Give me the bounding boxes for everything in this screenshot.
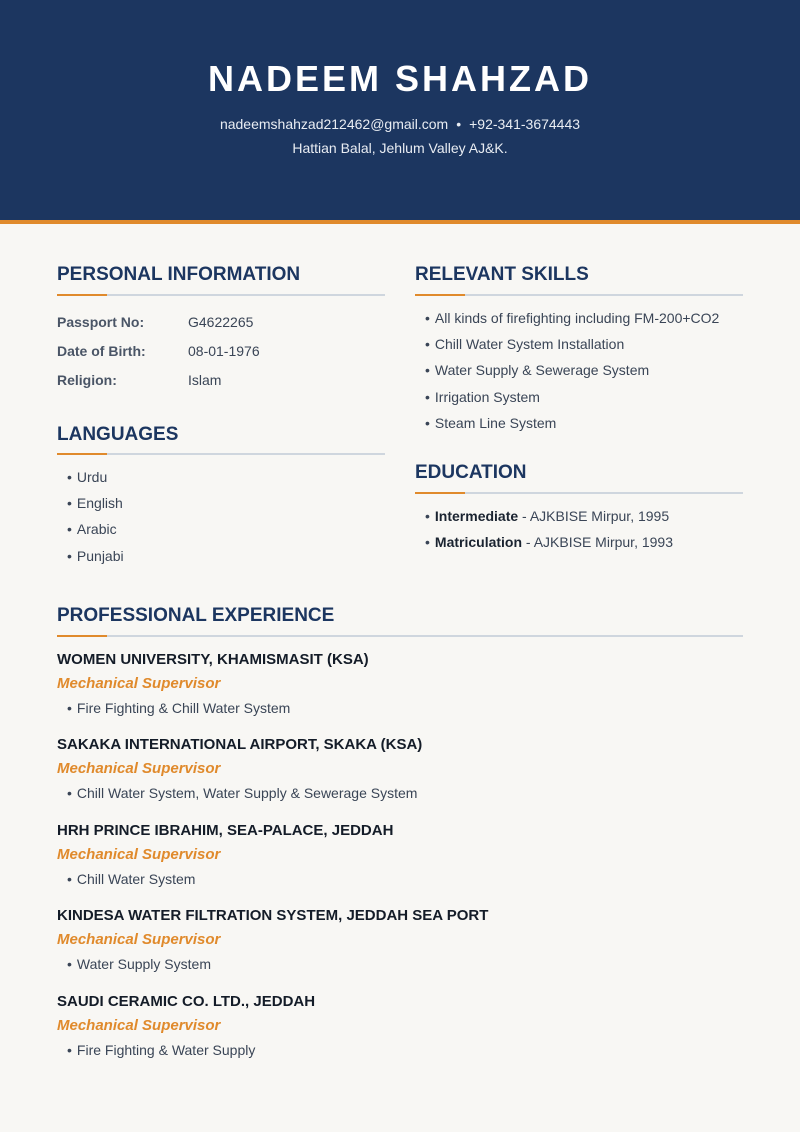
header-accent-rule [0, 220, 800, 224]
job-company: SAKAKA INTERNATIONAL AIRPORT, SKAKA (KSA) [57, 736, 423, 753]
skill-item: • Water Supply & Sewerage System [425, 361, 719, 387]
email-address[interactable]: nadeemshahzad212462@gmail.com [219, 116, 449, 132]
job-company: KINDESA WATER FILTRATION SYSTEM, JEDDAH SEA PORT [57, 907, 489, 924]
languages-divider [57, 453, 385, 455]
dob-label: Date of Birth: [57, 343, 146, 359]
divider-accent [415, 294, 465, 296]
job-role: Mechanical Supervisor [57, 1017, 221, 1034]
divider-accent [57, 635, 107, 637]
job-company: WOMEN UNIVERSITY, KHAMISMASIT (KSA) [57, 651, 369, 668]
skills-list [425, 309, 719, 440]
skills-heading: RELEVANT SKILLS [415, 264, 589, 285]
experience-heading: PROFESSIONAL EXPERIENCE [57, 605, 335, 626]
dob-value: 08-01-1976 [188, 343, 260, 359]
job-company: SAUDI CERAMIC CO. LTD., JEDDAH [57, 993, 316, 1010]
skill-item: • Irrigation System [425, 388, 719, 414]
passport-label: Passport No: [57, 314, 145, 330]
language-item: • Arabic [67, 520, 124, 546]
job-role: Mechanical Supervisor [57, 931, 221, 948]
job-entry [57, 822, 747, 888]
job-duty: • Water Supply System [57, 955, 747, 973]
header-banner [0, 0, 800, 220]
job-company: HRH PRINCE IBRAHIM, SEA-PALACE, JEDDAH [57, 822, 394, 839]
education-item [425, 507, 673, 533]
job-duty: • Fire Fighting & Chill Water System [57, 699, 747, 717]
skills-divider [415, 294, 743, 296]
personal-info-divider [57, 294, 385, 296]
religion-row [57, 372, 387, 390]
education-detail: - AJKBISE Mirpur, 1993 [522, 534, 673, 551]
job-entry [57, 736, 747, 802]
contact-line [0, 116, 800, 132]
language-item: • English [67, 494, 124, 520]
language-item: • Urdu [67, 468, 124, 494]
experience-divider [57, 635, 743, 637]
candidate-name: NADEEM SHAHZAD [208, 58, 592, 99]
divider-accent [57, 453, 107, 455]
personal-info-heading: PERSONAL INFORMATION [57, 264, 301, 285]
job-duty: • Chill Water System [57, 870, 747, 888]
job-duty: • Fire Fighting & Water Supply [57, 1041, 747, 1059]
education-divider [415, 492, 743, 494]
passport-value: G4622265 [188, 314, 254, 330]
education-list [425, 507, 673, 559]
education-degree: Matriculation [434, 534, 523, 551]
contact-separator: • [456, 116, 462, 132]
home-address: Hattian Balal, Jehlum Valley AJ&K. [292, 140, 508, 156]
divider-accent [415, 492, 465, 494]
education-degree: Intermediate [434, 508, 519, 524]
divider-accent [57, 294, 107, 296]
job-role: Mechanical Supervisor [57, 760, 221, 777]
skill-item: • All kinds of firefighting including FM-200+CO2 [425, 309, 719, 335]
languages-list [67, 468, 124, 573]
passport-row [57, 314, 387, 332]
education-detail: - AJKBISE Mirpur, 1995 [518, 508, 670, 524]
religion-label: Religion: [57, 372, 117, 388]
education-heading: EDUCATION [415, 462, 527, 483]
skill-item: • Chill Water System Installation [425, 335, 719, 361]
job-role: Mechanical Supervisor [57, 846, 221, 863]
job-entry [57, 651, 747, 717]
job-entry [57, 993, 747, 1059]
religion-value: Islam [188, 372, 222, 388]
education-item [425, 533, 673, 559]
dob-row [57, 343, 387, 361]
phone-number[interactable]: +92-341-3674443 [469, 116, 581, 132]
language-item: • Punjabi [67, 547, 124, 573]
job-entry [57, 907, 747, 973]
job-role: Mechanical Supervisor [57, 675, 221, 692]
languages-heading: LANGUAGES [57, 424, 179, 445]
skill-item: • Steam Line System [425, 414, 719, 440]
job-duty: • Chill Water System, Water Supply & Sewerage System [57, 784, 747, 802]
